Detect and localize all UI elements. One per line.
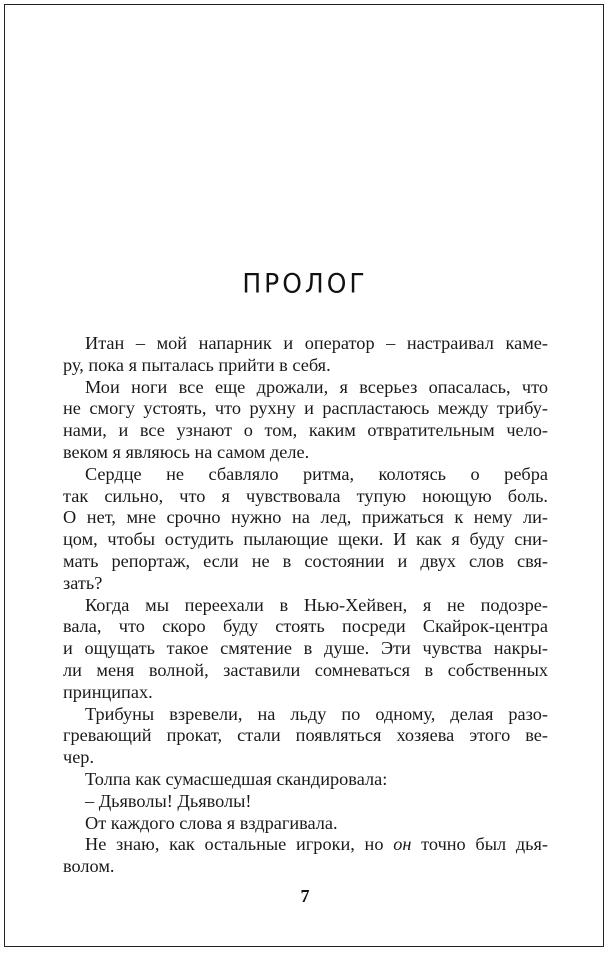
text-line [63, 377, 548, 399]
text-line [63, 769, 548, 791]
text-line [63, 507, 548, 529]
text-segment: Толпа как сумасшедшая скандировала: [85, 768, 388, 789]
text-line [63, 551, 548, 573]
text-segment: нами, и все узнают о том, каким отвратительным чело- [63, 420, 548, 441]
text-line [63, 464, 548, 486]
text-segment: мать репортаж, если не в состоянии и двух слов свя- [63, 550, 548, 571]
text-segment: Не знаю, как остальные игроки, но [85, 834, 394, 855]
text-segment: цом, чтобы остудить пылающие щеки. И как я буду сни- [63, 529, 548, 550]
text-segment: так сильно, что я чувствовала тупую ноющую боль. [63, 485, 548, 506]
text-line [63, 529, 548, 551]
text-segment: О нет, мне срочно нужно на лед, прижаться к нему ли- [63, 507, 548, 528]
text-line [63, 616, 548, 638]
text-segment: не смогу устоять, что рухну и распластаюсь между трибу- [63, 398, 548, 419]
text-segment: Итан – мой напарник и оператор – настраивал каме- [85, 333, 548, 353]
text-segment: Сердце не сбавляло ритма, колотясь о ребра [85, 463, 548, 484]
text-line [63, 813, 548, 835]
text-segment: волом. [63, 856, 115, 877]
text-line [63, 442, 548, 464]
text-segment: ру, пока я пыталась прийти в себя. [63, 354, 331, 375]
text-segment: зать? [63, 572, 103, 593]
text-line [63, 834, 548, 856]
chapter-text [63, 333, 548, 878]
text-line [63, 856, 548, 878]
text-line [63, 725, 548, 747]
text-line [63, 333, 548, 355]
text-segment: ли меня волной, заставили сомневаться в собственных [63, 659, 548, 680]
text-segment: принципах. [63, 681, 153, 702]
text-line [63, 704, 548, 726]
text-line [63, 420, 548, 442]
text-line [63, 398, 548, 420]
text-line [63, 638, 548, 660]
text-segment: Когда мы переехали в Нью-Хейвен, я не подозре- [85, 594, 548, 615]
text-segment: веком я являюсь на самом деле. [63, 441, 310, 462]
text-line [63, 682, 548, 704]
chapter-title: ПРОЛОГ [242, 268, 368, 299]
text-segment: гревающий прокат, стали появляться хозяева этого ве- [63, 725, 548, 746]
text-line [63, 660, 548, 682]
text-segment: точно был дья- [411, 834, 549, 855]
text-segment: вала, что скоро буду стоять посреди Скайрок-центра [63, 616, 548, 637]
text-line [63, 355, 548, 377]
text-line [63, 747, 548, 769]
text-segment: – Дьяволы! Дьяволы! [85, 790, 252, 811]
text-segment: чер. [63, 747, 95, 768]
text-line [63, 791, 548, 813]
italic-word: он [393, 834, 412, 855]
text-segment: Мои ноги все еще дрожали, я всерьез опасалась, что [85, 376, 548, 397]
text-line [63, 486, 548, 508]
text-line [63, 595, 548, 617]
text-segment: и ощущать такое смятение в душе. Эти чувства накры- [63, 638, 548, 659]
page-number: 7 [300, 886, 310, 906]
text-line [63, 573, 548, 595]
text-segment: От каждого слова я вздрагивала. [85, 812, 338, 833]
text-segment: Трибуны взревели, на льду по одному, делая разо- [85, 703, 548, 724]
